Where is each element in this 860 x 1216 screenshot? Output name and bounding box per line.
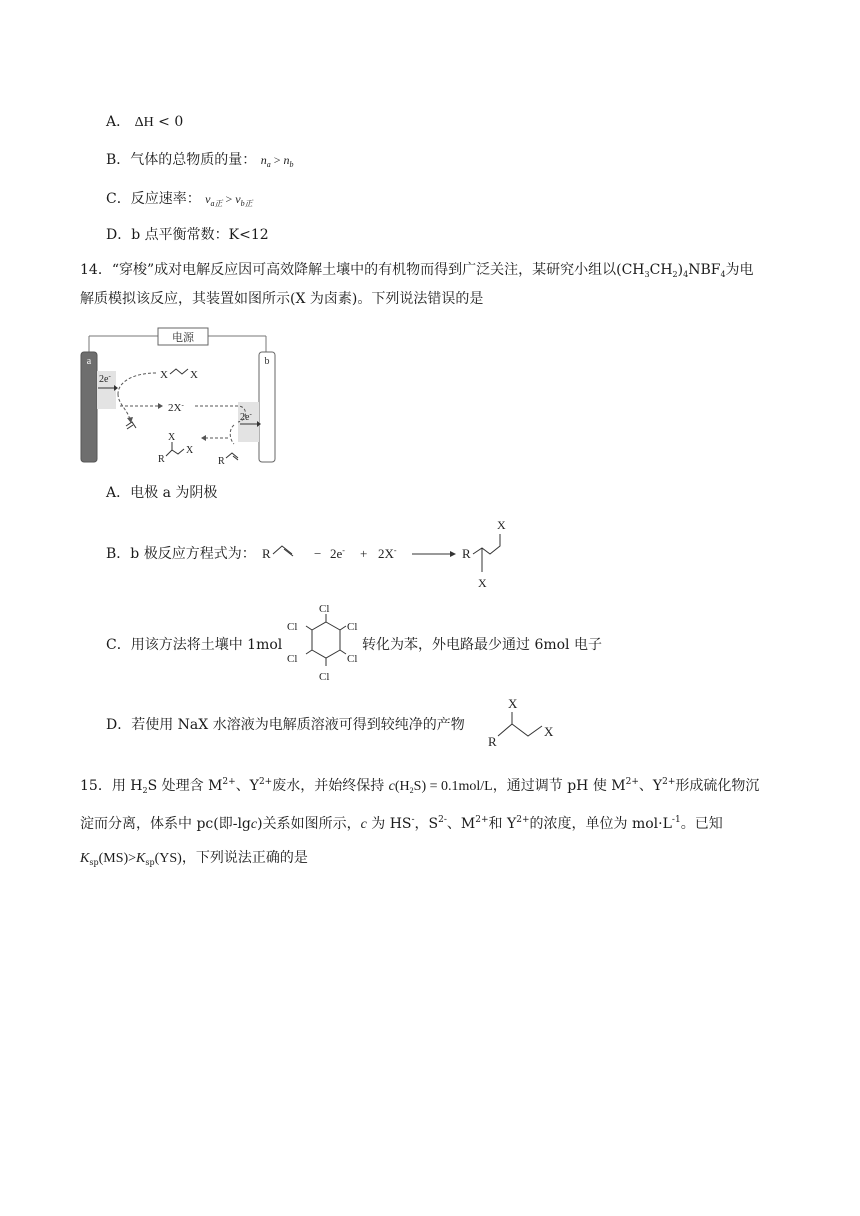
- stem-text: 、Y: [235, 778, 259, 794]
- formula: S) = 0.1mol/L: [413, 779, 493, 794]
- option-text: 转化为苯，外电路最少通过 6mol 电子: [362, 637, 602, 653]
- stem-text: 形成硫化物沉: [675, 778, 760, 794]
- stem-text: 解质模拟该反应，其装置如图所示(X 为卤素)。下列说法错误的是: [80, 291, 484, 307]
- minus-sign: −: [314, 546, 322, 561]
- option-text: 气体的总物质的量：: [130, 152, 257, 168]
- stem-text: 为 HS: [366, 816, 412, 832]
- hexachlorocyclohexane-structure: [284, 600, 364, 688]
- superscript: 2+: [475, 815, 489, 825]
- q14-stem-line2: [80, 289, 483, 309]
- subscript: 2: [672, 270, 678, 279]
- stem-text: )关系如图所示，: [257, 816, 361, 832]
- dihalide-x2: X: [190, 369, 198, 381]
- electrode-a-label: a: [86, 356, 92, 367]
- r-group: R: [488, 734, 497, 749]
- q15-line3: [80, 848, 308, 873]
- q15-line1: [80, 772, 759, 801]
- q13-option-a: [106, 112, 183, 133]
- cl-top: Cl: [319, 603, 330, 615]
- option-label: D．: [106, 227, 132, 243]
- halide-ions: 2X-: [378, 546, 397, 561]
- ethylene-structure: [126, 422, 136, 428]
- cl-upper-right: Cl: [347, 621, 358, 633]
- ksp-symbol: K: [136, 851, 146, 866]
- option-text: b 极反应方程式为：: [130, 546, 256, 562]
- rhs-sub: b: [289, 160, 294, 169]
- stem-text: 、M: [446, 816, 476, 832]
- option-text: 反应速率：: [130, 191, 201, 207]
- q14-option-d: [106, 715, 465, 735]
- rhs-symbol: v: [235, 192, 241, 206]
- relation: >: [128, 851, 137, 866]
- option-text: 若使用 NaX 水溶液为电解质溶液可得到较纯净的产物: [131, 717, 465, 733]
- q14-option-a: [106, 483, 217, 503]
- alkene-r: R: [218, 456, 225, 467]
- concentration-symbol: c: [250, 817, 258, 832]
- rhs-symbol: n: [283, 153, 290, 167]
- superscript: 2+: [516, 815, 530, 825]
- stem-text: 废水，并始终保持: [272, 778, 385, 794]
- option-label: D．: [106, 717, 132, 733]
- lhs-symbol: n: [260, 153, 267, 167]
- cl-upper-left: Cl: [287, 621, 298, 633]
- stem-text: 14．“穿梭”成对电解反应因可高效降解土壤中的有机物而得到广泛关注，某研究小组以(CH: [80, 262, 645, 278]
- concentration-symbol: c: [360, 817, 367, 832]
- option-label: A．: [106, 114, 131, 130]
- superscript: 2+: [662, 777, 676, 787]
- stem-text: 15．用 H: [80, 778, 143, 794]
- electrode-a: [81, 352, 97, 462]
- electrolysis-diagram: [78, 322, 278, 467]
- value: 0: [174, 114, 184, 130]
- lhs-symbol: v: [205, 192, 211, 206]
- q14-d-product-structure: [484, 692, 564, 752]
- subscript: 4: [683, 270, 689, 279]
- option-text: 电极 a 为阴极: [130, 485, 218, 501]
- cl-bottom: Cl: [319, 671, 330, 683]
- electrode-b-label: b: [264, 356, 270, 367]
- superscript: 2+: [625, 777, 639, 787]
- product-x-top: X: [497, 518, 506, 532]
- electron-label-right: 2e-: [240, 410, 252, 423]
- superscript: -1: [671, 815, 681, 825]
- option-label: B．: [106, 546, 131, 562]
- cl-lower-right: Cl: [347, 653, 358, 665]
- product-r: R: [462, 546, 471, 561]
- q13-option-d: [106, 225, 269, 245]
- q14-stem-line1: [80, 260, 754, 285]
- option-label: A．: [106, 485, 131, 501]
- ksp-symbol: K: [80, 851, 90, 866]
- q14-b-equation: [262, 512, 522, 592]
- superscript: 2+: [258, 777, 273, 787]
- stem-text: ，下列说法正确的是: [181, 850, 308, 866]
- product-x-top: X: [168, 432, 176, 443]
- stem-text: ): [677, 262, 684, 278]
- option-text: 用该方法将土壤中 1mol: [130, 637, 283, 653]
- stem-text: 淀而分离，体系中 pc(即-lg: [80, 816, 251, 832]
- subscript: 3: [644, 270, 650, 279]
- stem-text: 、Y: [638, 778, 663, 794]
- lhs-sub: a: [266, 160, 271, 169]
- cl-lower-left: Cl: [287, 653, 298, 665]
- q14-option-c: [106, 635, 282, 655]
- formula: (YS): [154, 851, 182, 866]
- stem-text: 为电: [725, 262, 754, 278]
- subscript: 2: [409, 786, 414, 795]
- dihalide-x1: X: [160, 369, 168, 381]
- superscript: 2-: [438, 815, 447, 825]
- relation: <: [158, 114, 170, 130]
- option-text: b 点平衡常数：K<12: [131, 227, 269, 243]
- stem-text: NBF: [688, 262, 721, 278]
- stem-text: CH: [649, 262, 673, 278]
- superscript: 2+: [222, 777, 236, 787]
- option-label: C．: [106, 637, 131, 653]
- lhs-sub: a正: [210, 199, 223, 208]
- q13-option-b: [106, 150, 294, 175]
- stem-text: ，通过调节 pH 使 M: [492, 778, 626, 794]
- x-right: X: [544, 724, 554, 739]
- relation: >: [225, 192, 233, 206]
- product-x-bottom: X: [478, 576, 487, 590]
- electron-label-left: 2e-: [99, 372, 111, 385]
- electrode-b: [259, 352, 275, 462]
- q15-line2: [80, 810, 723, 835]
- formula: (MS): [98, 851, 129, 866]
- stem-text: 。已知: [680, 816, 723, 832]
- halide-ions-label: 2X-: [168, 401, 184, 414]
- x-top: X: [508, 696, 518, 711]
- q14-option-c-continuation: [362, 635, 602, 655]
- power-source-label: 电源: [172, 331, 194, 344]
- stem-text: 的浓度，单位为 mol·L: [529, 816, 672, 832]
- product-r: R: [158, 454, 165, 465]
- rhs-sub: b正: [240, 199, 253, 208]
- product-x-right: X: [186, 445, 194, 456]
- q13-option-c: [106, 189, 253, 214]
- stem-text: S 处理含 M: [147, 778, 223, 794]
- plus-sign: +: [360, 546, 368, 561]
- option-label: C．: [106, 191, 131, 207]
- subscript: 2: [142, 786, 148, 795]
- electrons: 2e-: [330, 546, 345, 561]
- concentration-symbol: c: [388, 779, 395, 794]
- reactant-r: R: [262, 546, 271, 561]
- formula: (H: [394, 779, 410, 794]
- subscript: sp: [145, 858, 155, 867]
- superscript: -: [411, 815, 415, 825]
- relation: >: [273, 153, 281, 167]
- enthalpy-symbol: ΔH: [134, 115, 154, 130]
- subscript: 4: [720, 270, 726, 279]
- stem-text: ，S: [414, 816, 439, 832]
- q14-option-b: [106, 544, 256, 564]
- subscript: sp: [89, 858, 99, 867]
- stem-text: 和 Y: [488, 816, 517, 832]
- option-label: B．: [106, 152, 131, 168]
